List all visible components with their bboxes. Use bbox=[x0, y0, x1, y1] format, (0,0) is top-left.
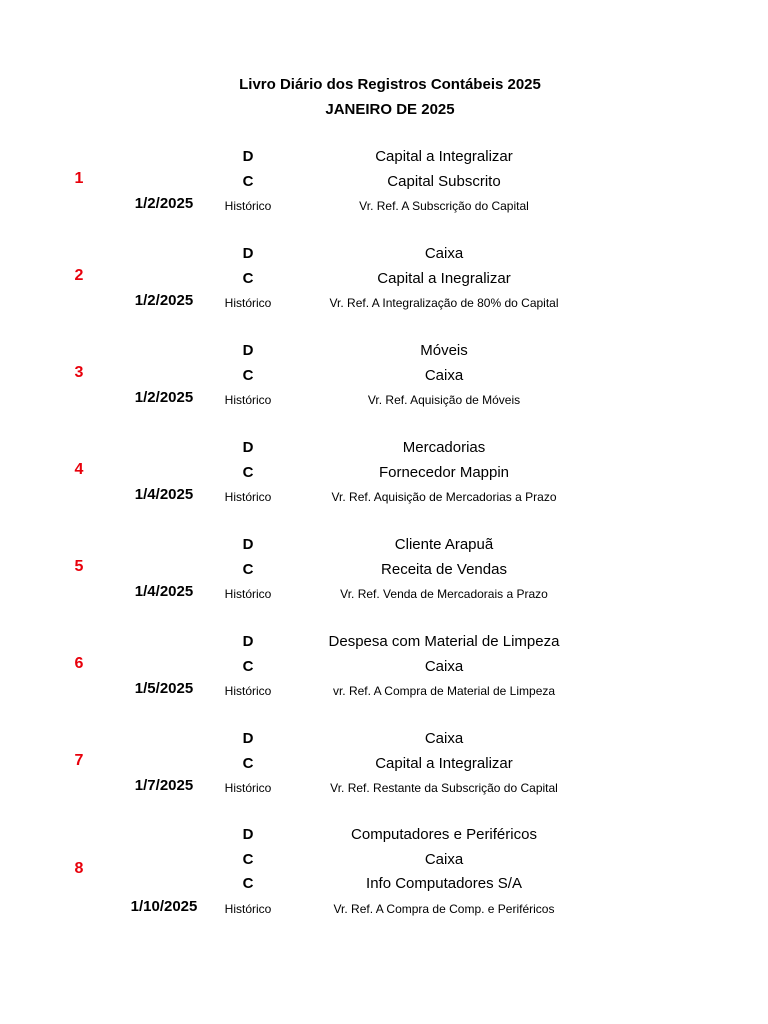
credit-account: Capital Subscrito bbox=[387, 172, 501, 190]
entry-number: 5 bbox=[74, 558, 84, 575]
debit-account: Caixa bbox=[424, 245, 464, 262]
history-label: Histórico bbox=[224, 490, 272, 504]
credit-marker: C bbox=[242, 172, 254, 190]
debit-marker: D bbox=[242, 148, 254, 165]
debit-marker: D bbox=[242, 826, 254, 843]
history-text: Vr. Ref. Aquisição de Mercadorias a Prazo bbox=[331, 490, 557, 504]
credit-account: Fornecedor Mappin bbox=[378, 463, 510, 481]
entry-number: 4 bbox=[74, 461, 84, 478]
entry-date: 1/2/2025 bbox=[134, 389, 194, 406]
history-text: Vr. Ref. Aquisição de Móveis bbox=[367, 393, 521, 407]
history-label: Histórico bbox=[224, 587, 272, 601]
history-label: Histórico bbox=[224, 901, 272, 916]
history-text: Vr. Ref. A Subscrição do Capital bbox=[359, 199, 529, 213]
debit-marker: D bbox=[242, 633, 254, 650]
debit-marker: D bbox=[242, 536, 254, 553]
entry-number: 6 bbox=[74, 655, 84, 672]
history-text: vr. Ref. A Compra de Material de Limpeza bbox=[332, 684, 556, 698]
entry-number: 7 bbox=[74, 752, 84, 769]
debit-account: Despesa com Material de Limpeza bbox=[328, 633, 560, 650]
debit-account: Cliente Arapuã bbox=[394, 536, 494, 553]
debit-account: Móveis bbox=[420, 342, 468, 359]
debit-account: Capital a Integralizar bbox=[375, 148, 513, 165]
entry-date: 1/7/2025 bbox=[134, 777, 194, 794]
history-label: Histórico bbox=[224, 199, 272, 213]
history-label: Histórico bbox=[224, 296, 272, 310]
debit-marker: D bbox=[242, 245, 254, 262]
entry-date: 1/4/2025 bbox=[134, 486, 194, 503]
history-text: Vr. Ref. Venda de Mercadorais a Prazo bbox=[340, 587, 548, 601]
page-title: Livro Diário dos Registros Contábeis 2025 bbox=[239, 76, 541, 93]
entry-number: 3 bbox=[74, 364, 84, 381]
entry-date: 1/5/2025 bbox=[134, 680, 194, 697]
history-label: Histórico bbox=[224, 781, 272, 795]
debit-account: Computadores e Periféricos bbox=[351, 826, 537, 843]
credit-marker: C bbox=[242, 754, 254, 772]
entry-date: 1/2/2025 bbox=[134, 292, 194, 309]
debit-marker: D bbox=[242, 342, 254, 359]
credit-marker: C bbox=[242, 366, 254, 384]
debit-account: Mercadorias bbox=[402, 439, 486, 456]
credit-account: Info Computadores S/A bbox=[366, 875, 522, 892]
credit-account: Caixa bbox=[424, 366, 464, 384]
credit-marker: C bbox=[242, 875, 254, 892]
credit-account: Receita de Vendas bbox=[381, 560, 507, 578]
credit-account: Caixa bbox=[424, 850, 464, 868]
credit-marker: C bbox=[242, 657, 254, 675]
credit-marker: C bbox=[242, 269, 254, 287]
credit-account: Capital a Integralizar bbox=[375, 754, 513, 772]
debit-marker: D bbox=[242, 439, 254, 456]
entry-number: 1 bbox=[74, 170, 84, 187]
page-subtitle: JANEIRO DE 2025 bbox=[325, 101, 455, 118]
entry-date: 1/2/2025 bbox=[134, 195, 194, 212]
entry-number: 8 bbox=[74, 860, 84, 878]
credit-account: Capital a Inegralizar bbox=[377, 269, 511, 287]
credit-marker: C bbox=[242, 463, 254, 481]
entry-number: 2 bbox=[74, 267, 84, 284]
history-label: Histórico bbox=[224, 393, 272, 407]
history-text: Vr. Ref. A Integralização de 80% do Capital bbox=[329, 296, 559, 310]
entry-date: 1/4/2025 bbox=[134, 583, 194, 600]
entry-date: 1/10/2025 bbox=[130, 897, 198, 915]
history-label: Histórico bbox=[224, 684, 272, 698]
credit-account: Caixa bbox=[424, 657, 464, 675]
credit-marker: C bbox=[242, 560, 254, 578]
credit-marker: C bbox=[242, 850, 254, 868]
debit-account: Caixa bbox=[424, 730, 464, 747]
history-text: Vr. Ref. A Compra de Comp. e Periféricos bbox=[333, 901, 555, 916]
debit-marker: D bbox=[242, 730, 254, 747]
history-text: Vr. Ref. Restante da Subscrição do Capital bbox=[330, 781, 558, 795]
